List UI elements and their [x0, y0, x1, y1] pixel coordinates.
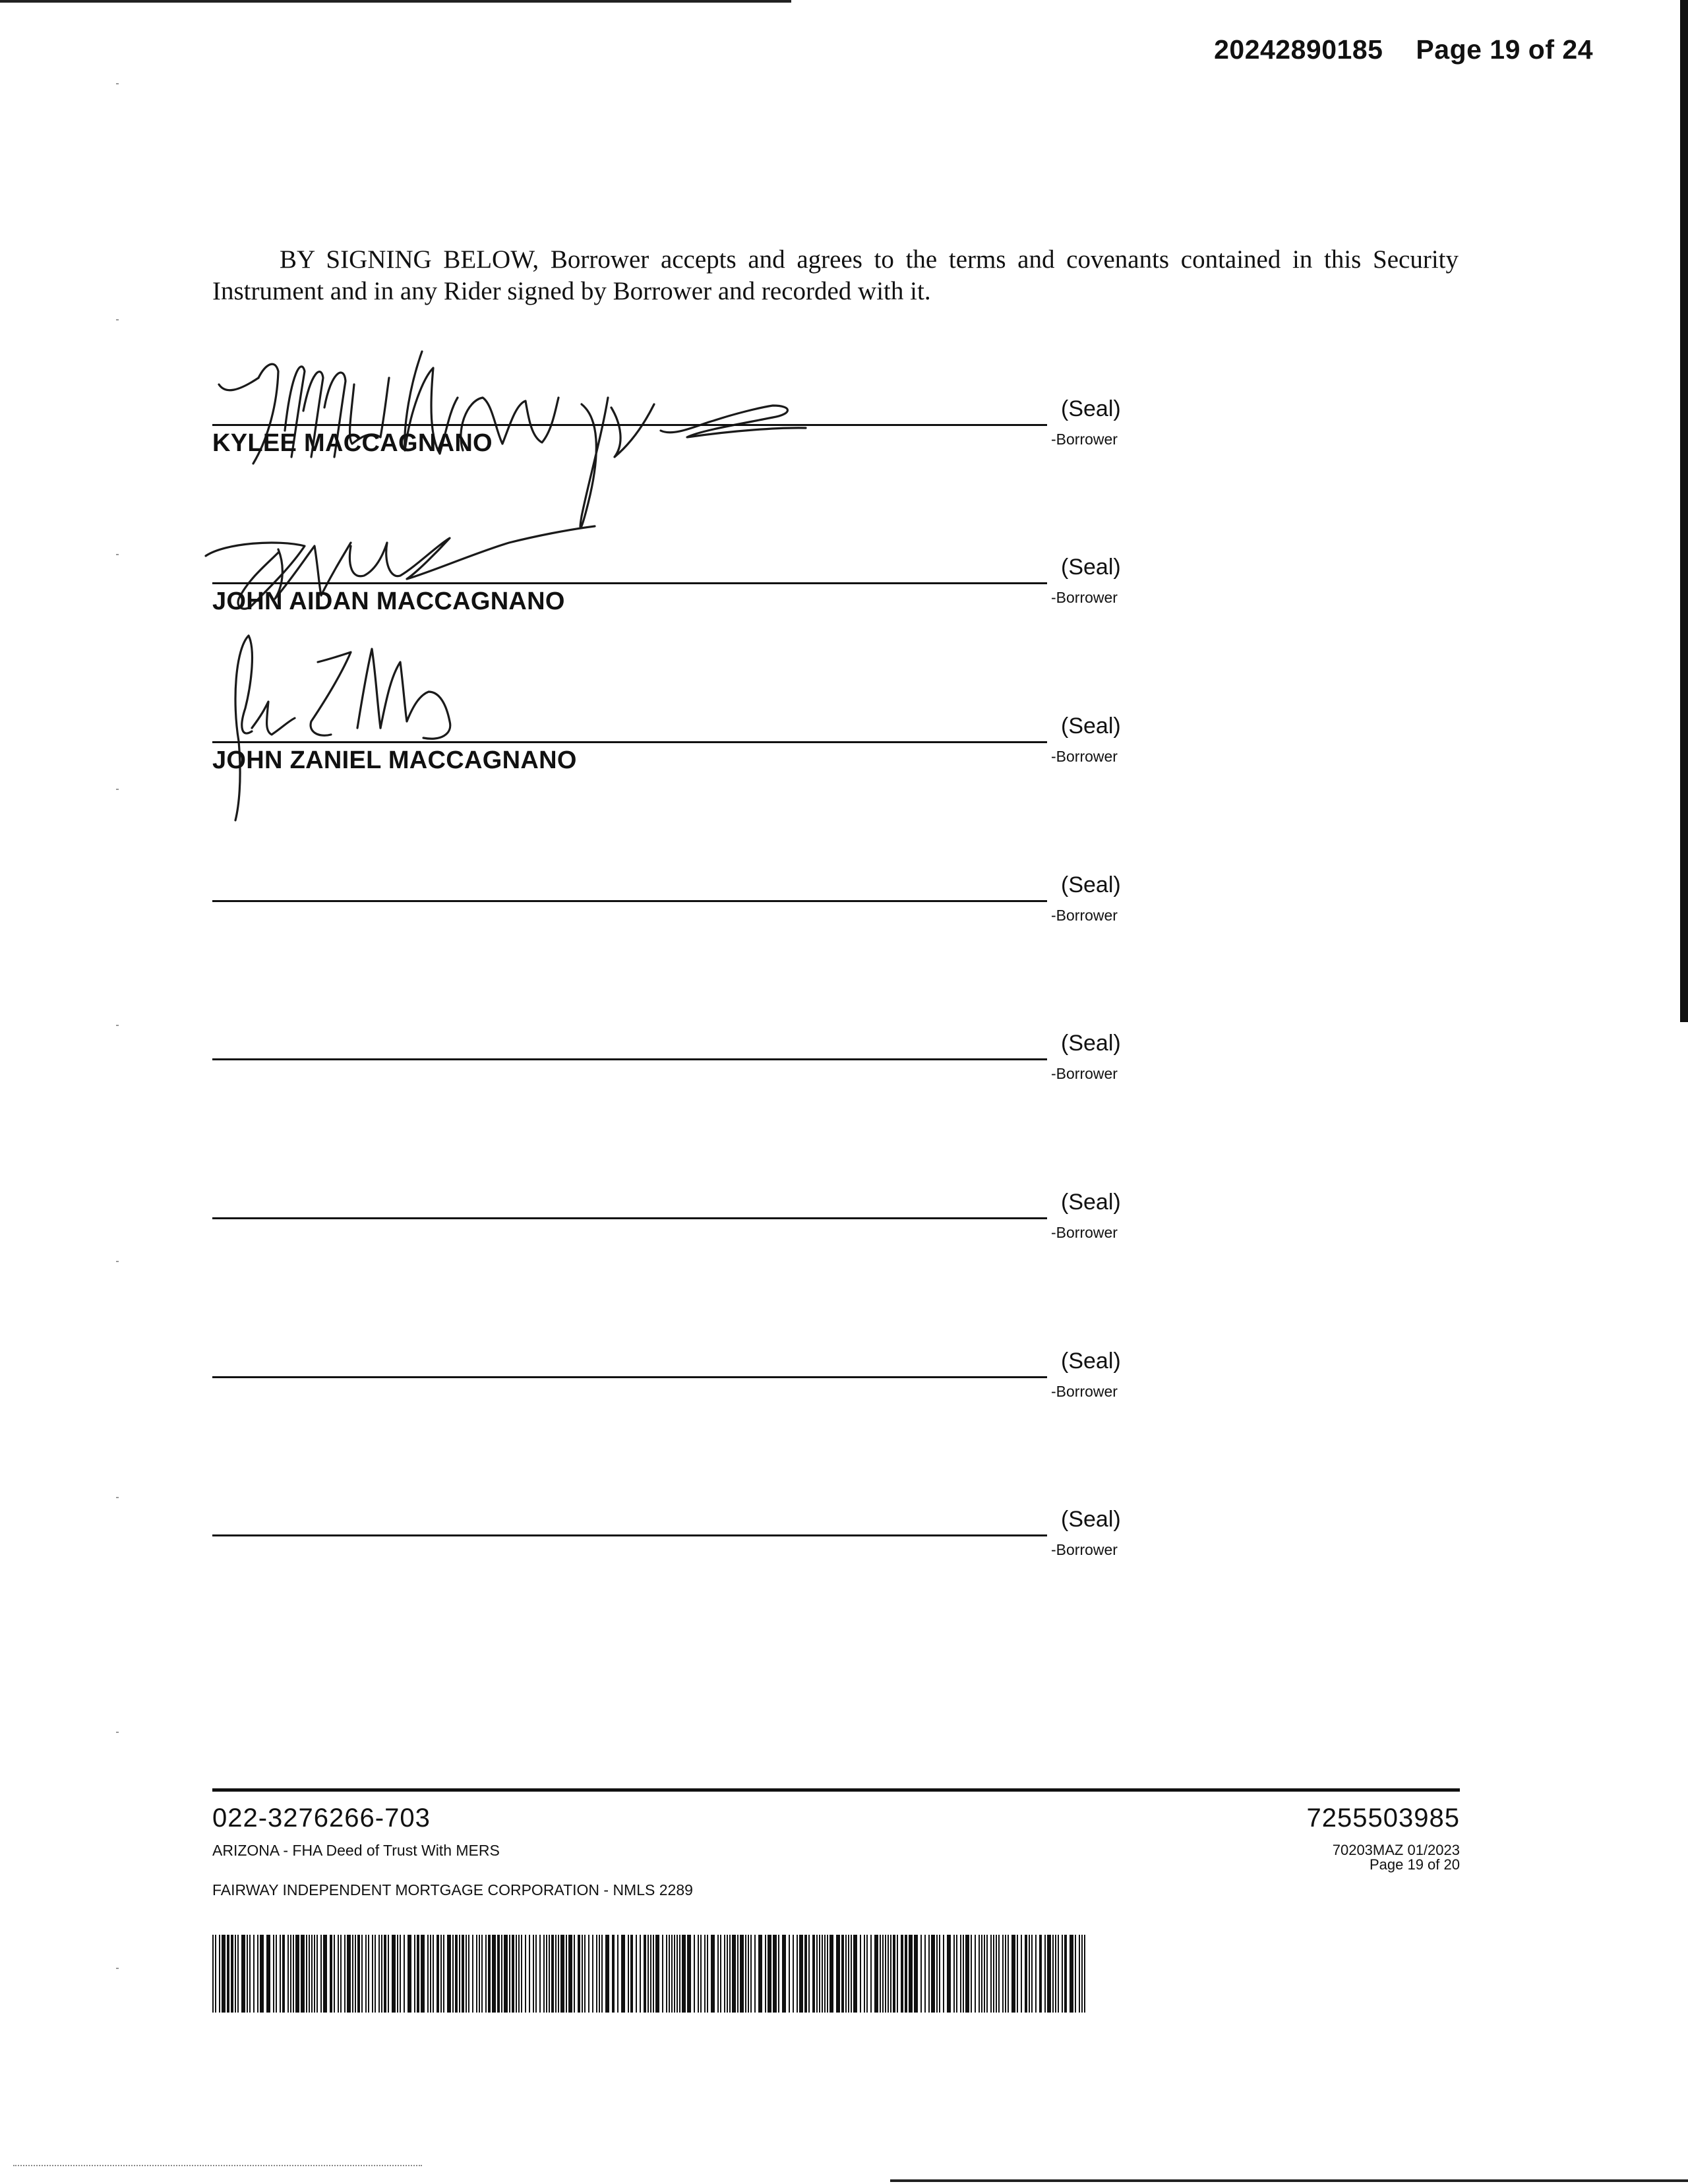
scan-edge-bottom-dots — [13, 2165, 422, 2166]
barcode-bar — [1035, 1935, 1037, 2013]
barcode-bar — [400, 1935, 401, 2013]
barcode-bar — [897, 1935, 898, 2013]
barcode-bar — [750, 1935, 752, 2013]
barcode-bar — [829, 1935, 833, 2013]
barcode-bar — [247, 1935, 248, 2013]
signature-line — [212, 582, 1047, 584]
barcode-bar — [682, 1935, 686, 2013]
barcode-bar — [560, 1935, 564, 2013]
barcode-bar — [1058, 1935, 1059, 2013]
barcode-bar — [799, 1935, 803, 2013]
barcode-bar — [241, 1935, 245, 2013]
barcode-bar — [280, 1935, 281, 2013]
barcode-bar — [334, 1935, 335, 2013]
barcode-bar — [468, 1935, 469, 2013]
barcode-bar — [707, 1935, 708, 2013]
barcode-bar — [455, 1935, 458, 2013]
barcode-bar — [539, 1935, 541, 2013]
barcode-bar — [694, 1935, 695, 2013]
barcode-bar — [227, 1935, 229, 2013]
seal-label: (Seal) — [1061, 1349, 1121, 1374]
barcode-bar — [512, 1935, 514, 2013]
barcode-bar — [724, 1935, 725, 2013]
barcode-bar — [488, 1935, 491, 2013]
barcode-bar — [452, 1935, 454, 2013]
barcode-bar — [1017, 1935, 1018, 2013]
barcode-bar — [311, 1935, 313, 2013]
barcode-bar — [939, 1935, 940, 2013]
barcode-bar — [621, 1935, 625, 2013]
barcode-bar — [485, 1935, 487, 2013]
barcode-bar — [516, 1935, 517, 2013]
barcode-bar — [765, 1935, 766, 2013]
barcode-bar — [546, 1935, 547, 2013]
barcode-bar — [568, 1935, 572, 2013]
margin-tick — [116, 1025, 119, 1026]
barcode-bar — [596, 1935, 597, 2013]
barcode-bar — [963, 1935, 964, 2013]
barcode-bar — [599, 1935, 600, 2013]
barcode-bar — [655, 1935, 659, 2013]
barcode-bar — [901, 1935, 903, 2013]
borrower-label: -Borrower — [1051, 1383, 1118, 1400]
barcode-bar — [679, 1935, 680, 2013]
form-page: Page 19 of 20 — [1369, 1856, 1460, 1873]
barcode-bar — [720, 1935, 721, 2013]
barcode-bar — [737, 1935, 738, 2013]
barcode-bar — [778, 1935, 779, 2013]
barcode-bar — [698, 1935, 699, 2013]
barcode-bar — [740, 1935, 744, 2013]
barcode-bar — [893, 1935, 895, 2013]
barcode-bar — [993, 1935, 994, 2013]
handwritten-signature — [212, 332, 819, 497]
signature-line — [212, 1534, 1047, 1536]
barcode-bar — [459, 1935, 460, 2013]
recording-header — [1214, 34, 1593, 65]
barcode-bar — [816, 1935, 818, 2013]
barcode-bar — [301, 1935, 305, 2013]
barcode-bar — [558, 1935, 559, 2013]
seal-label: (Seal) — [1061, 872, 1121, 897]
barcode-bar — [793, 1935, 794, 2013]
barcode-bar — [841, 1935, 844, 2013]
barcode-bar — [797, 1935, 798, 2013]
barcode-bar — [677, 1935, 678, 2013]
barcode-bar — [956, 1935, 957, 2013]
barcode-bar — [782, 1935, 786, 2013]
barcode-bar — [1008, 1935, 1009, 2013]
barcode-bar — [1044, 1935, 1046, 2013]
barcode-bar — [1005, 1935, 1006, 2013]
signature-block — [212, 396, 1122, 497]
document-number: 20242890185 — [1214, 34, 1383, 65]
barcode-bar — [636, 1935, 637, 2013]
barcode-bar — [375, 1935, 376, 2013]
barcode-bar — [574, 1935, 575, 2013]
seal-label: (Seal) — [1061, 396, 1121, 421]
barcode-bar — [648, 1935, 649, 2013]
signer-name: JOHN ZANIEL MACCAGNANO — [212, 746, 577, 774]
barcode-bar — [397, 1935, 398, 2013]
barcode-bar — [417, 1935, 419, 2013]
barcode-bar — [282, 1935, 285, 2013]
barcode-bar — [848, 1935, 849, 2013]
scan-edge-bottom — [890, 2179, 1688, 2182]
barcode-bar — [437, 1935, 439, 2013]
barcode-bar — [928, 1935, 930, 2013]
barcode-bar — [501, 1935, 502, 2013]
barcode-bar — [1011, 1935, 1015, 2013]
signature-block — [212, 1349, 1122, 1449]
barcode-bar — [674, 1935, 675, 2013]
barcode-bar — [231, 1935, 233, 2013]
signature-block — [212, 1190, 1122, 1290]
barcode-bar — [323, 1935, 327, 2013]
case-number: 7255503985 — [1306, 1804, 1460, 1833]
barcode-image — [212, 1935, 1089, 2013]
barcode-bar — [880, 1935, 881, 2013]
barcode-bar — [215, 1935, 216, 2013]
barcode-bar — [287, 1935, 289, 2013]
barcode-bar — [700, 1935, 702, 2013]
barcode-bar — [773, 1935, 777, 2013]
barcode-bar — [479, 1935, 480, 2013]
barcode-bar — [666, 1935, 667, 2013]
barcode-bar — [555, 1935, 557, 2013]
barcode-bar — [314, 1935, 315, 2013]
barcode-bar — [1062, 1935, 1063, 2013]
barcode-bar — [295, 1935, 299, 2013]
barcode-bar — [347, 1935, 351, 2013]
signature-block — [212, 1031, 1122, 1131]
barcode-bar — [504, 1935, 508, 2013]
barcode-bar — [472, 1935, 473, 2013]
barcode-bar — [984, 1935, 985, 2013]
barcode-bar — [885, 1935, 886, 2013]
loan-number: 022-3276266-703 — [212, 1804, 431, 1833]
barcode-bar — [1047, 1935, 1051, 2013]
barcode-bar — [914, 1935, 918, 2013]
barcode-bar — [860, 1935, 861, 2013]
barcode-bar — [640, 1935, 641, 2013]
barcode-bar — [447, 1935, 451, 2013]
barcode-bar — [947, 1935, 951, 2013]
barcode-bar — [249, 1935, 251, 2013]
borrower-label: -Borrower — [1051, 431, 1118, 448]
barcode-bar — [309, 1935, 310, 2013]
barcode-bar — [727, 1935, 728, 2013]
barcode-bar — [669, 1935, 670, 2013]
barcode-bar — [965, 1935, 969, 2013]
barcode-bar — [650, 1935, 651, 2013]
margin-tick — [116, 1497, 119, 1498]
barcode-bar — [365, 1935, 367, 2013]
barcode-bar — [509, 1935, 510, 2013]
scan-edge-top — [0, 0, 791, 3]
barcode-bar — [592, 1935, 593, 2013]
barcode-bar — [276, 1935, 277, 2013]
barcode-bar — [237, 1935, 239, 2013]
barcode-bar — [717, 1935, 719, 2013]
borrower-label: -Borrower — [1051, 907, 1118, 924]
barcode-bar — [543, 1935, 545, 2013]
barcode-bar — [953, 1935, 955, 2013]
barcode-bar — [853, 1935, 857, 2013]
barcode-bar — [819, 1935, 820, 2013]
barcode-bar — [909, 1935, 913, 2013]
barcode-bar — [729, 1935, 731, 2013]
signature-block — [212, 872, 1122, 973]
barcode-bar — [1064, 1935, 1067, 2013]
barcode-bar — [219, 1935, 220, 2013]
barcode-bar — [617, 1935, 618, 2013]
barcode-bar — [497, 1935, 500, 2013]
barcode-bar — [330, 1935, 332, 2013]
barcode-bar — [605, 1935, 609, 2013]
barcode-bar — [748, 1935, 749, 2013]
barcode-bar — [754, 1935, 756, 2013]
barcode-bar — [1039, 1935, 1042, 2013]
barcode-bar — [960, 1935, 961, 2013]
barcode-bar — [998, 1935, 1000, 2013]
barcode-bar — [338, 1935, 339, 2013]
form-code-block — [1333, 1843, 1460, 1872]
signer-name: KYLEE MACCAGNANO — [212, 429, 493, 457]
borrower-label: -Borrower — [1051, 748, 1118, 765]
barcode-bar — [381, 1935, 382, 2013]
barcode-bar — [492, 1935, 496, 2013]
barcode-bar — [378, 1935, 380, 2013]
barcode-bar — [924, 1935, 926, 2013]
scan-edge-right — [1680, 0, 1688, 1022]
barcode-bar — [368, 1935, 369, 2013]
barcode-bar — [890, 1935, 891, 2013]
barcode-bar — [882, 1935, 884, 2013]
barcode-bar — [357, 1935, 360, 2013]
barcode-bar — [440, 1935, 442, 2013]
barcode-bar — [758, 1935, 762, 2013]
barcode-bar — [476, 1935, 477, 2013]
barcode-bar — [1021, 1935, 1022, 2013]
barcode-bar — [704, 1935, 706, 2013]
barcode-bar — [293, 1935, 294, 2013]
barcode-bar — [222, 1935, 226, 2013]
barcode-bar — [1081, 1935, 1083, 2013]
barcode-bar — [943, 1935, 944, 2013]
barcode-bar — [481, 1935, 483, 2013]
barcode-bar — [768, 1935, 771, 2013]
barcode-bar — [433, 1935, 434, 2013]
borrower-label: -Borrower — [1051, 1541, 1118, 1558]
barcode-bar — [525, 1935, 526, 2013]
barcode-bar — [732, 1935, 736, 2013]
barcode-bar — [578, 1935, 580, 2013]
margin-tick — [116, 1968, 119, 1969]
barcode-bar — [888, 1935, 889, 2013]
barcode-bar — [235, 1935, 236, 2013]
barcode-bar — [822, 1935, 823, 2013]
barcode-bar — [687, 1935, 691, 2013]
seal-label: (Seal) — [1061, 713, 1121, 739]
signature-line — [212, 424, 1047, 426]
barcode-bar — [824, 1935, 826, 2013]
barcode-bar — [306, 1935, 307, 2013]
barcode-bar — [344, 1935, 346, 2013]
barcode-bar — [789, 1935, 790, 2013]
barcode-bar — [1029, 1935, 1030, 2013]
barcode-bar — [671, 1935, 673, 2013]
barcode-bar — [1075, 1935, 1076, 2013]
barcode-bar — [212, 1935, 214, 2013]
barcode-bar — [827, 1935, 828, 2013]
lender-name: FAIRWAY INDEPENDENT MORTGAGE CORPORATION - NMLS 2289 — [212, 1881, 693, 1898]
barcode-bar — [404, 1935, 405, 2013]
barcode-bar — [257, 1935, 258, 2013]
barcode-bar — [1031, 1935, 1033, 2013]
barcode-bar — [612, 1935, 615, 2013]
barcode-bar — [979, 1935, 980, 2013]
barcode-bar — [355, 1935, 356, 2013]
barcode-bar — [1070, 1935, 1073, 2013]
seal-label: (Seal) — [1061, 555, 1121, 580]
margin-tick — [116, 789, 119, 790]
barcode-bar — [920, 1935, 922, 2013]
barcode-bar — [936, 1935, 938, 2013]
barcode-bar — [388, 1935, 389, 2013]
barcode-bar — [584, 1935, 586, 2013]
signature-line — [212, 900, 1047, 902]
barcode-bar — [986, 1935, 988, 2013]
barcode-bar — [1002, 1935, 1004, 2013]
barcode-bar — [628, 1935, 629, 2013]
signature-line — [212, 741, 1047, 743]
barcode-bar — [443, 1935, 444, 2013]
barcode-bar — [812, 1935, 815, 2013]
barcode-bar — [711, 1935, 715, 2013]
barcode-bar — [601, 1935, 603, 2013]
signature-line — [212, 1376, 1047, 1378]
barcode-bar — [662, 1935, 663, 2013]
margin-tick — [116, 319, 119, 320]
borrower-label: -Borrower — [1051, 1224, 1118, 1241]
barcode-bar — [535, 1935, 537, 2013]
barcode-bar — [1025, 1935, 1027, 2013]
barcode-bar — [874, 1935, 878, 2013]
margin-tick — [116, 1732, 119, 1733]
recording-page-label: Page 19 of 24 — [1416, 34, 1593, 65]
form-title: ARIZONA - FHA Deed of Trust With MERS — [212, 1842, 500, 1859]
seal-label: (Seal) — [1061, 1507, 1121, 1532]
barcode-bar — [588, 1935, 589, 2013]
barcode-bar — [971, 1935, 972, 2013]
barcode-bar — [384, 1935, 386, 2013]
barcode-bar — [1084, 1935, 1085, 2013]
barcode-bar — [644, 1935, 646, 2013]
barcode-bar — [361, 1935, 363, 2013]
barcode-bar — [996, 1935, 997, 2013]
signature-line — [212, 1058, 1047, 1060]
seal-label: (Seal) — [1061, 1190, 1121, 1215]
signature-block — [212, 1507, 1122, 1607]
barcode-bar — [340, 1935, 342, 2013]
barcode-bar — [1079, 1935, 1080, 2013]
barcode-bar — [427, 1935, 429, 2013]
barcode-bar — [430, 1935, 431, 2013]
barcode-bar — [582, 1935, 583, 2013]
barcode-bar — [836, 1935, 840, 2013]
barcode-bar — [1052, 1935, 1054, 2013]
barcode-bar — [414, 1935, 415, 2013]
barcode-bar — [745, 1935, 746, 2013]
signature-block — [212, 713, 1122, 814]
margin-tick — [116, 1261, 119, 1262]
barcode-bar — [975, 1935, 976, 2013]
seal-label: (Seal) — [1061, 1031, 1121, 1056]
margin-tick — [116, 83, 119, 84]
barcode-bar — [466, 1935, 467, 2013]
barcode-bar — [529, 1935, 530, 2013]
barcode-bar — [845, 1935, 847, 2013]
barcode-bar — [290, 1935, 291, 2013]
signature-line — [212, 1217, 1047, 1219]
barcode-bar — [421, 1935, 425, 2013]
barcode-bar — [566, 1935, 567, 2013]
barcode-bar — [253, 1935, 255, 2013]
barcode-bar — [630, 1935, 633, 2013]
borrower-label: -Borrower — [1051, 589, 1118, 606]
barcode-bar — [316, 1935, 318, 2013]
barcode-bar — [407, 1935, 411, 2013]
barcode-bar — [864, 1935, 865, 2013]
barcode-bar — [905, 1935, 907, 2013]
barcode-bar — [392, 1935, 396, 2013]
barcode-bar — [851, 1935, 852, 2013]
barcode-bar — [870, 1935, 872, 2013]
signing-statement: BY SIGNING BELOW, Borrower accepts and agrees to the terms and covenants contained in this Security Instrument and in any Rider signed by Borrower and recorded with it. — [212, 245, 1459, 305]
barcode-bar — [804, 1935, 807, 2013]
barcode-bar — [518, 1935, 520, 2013]
barcode-bar — [372, 1935, 373, 2013]
barcode-bar — [462, 1935, 464, 2013]
barcode-bar — [866, 1935, 868, 2013]
handwritten-signature — [219, 622, 522, 820]
barcode-bar — [521, 1935, 522, 2013]
borrower-label: -Borrower — [1051, 1065, 1118, 1082]
margin-tick — [116, 554, 119, 555]
barcode-bar — [266, 1935, 270, 2013]
barcode-bar — [551, 1935, 554, 2013]
signer-name: JOHN AIDAN MACCAGNANO — [212, 588, 565, 615]
barcode-bar — [1055, 1935, 1056, 2013]
barcode-bar — [653, 1935, 654, 2013]
barcode-bar — [260, 1935, 264, 2013]
barcode-bar — [931, 1935, 935, 2013]
barcode-bar — [549, 1935, 550, 2013]
barcode-bar — [533, 1935, 534, 2013]
barcode-bar — [273, 1935, 274, 2013]
barcode-bar — [352, 1935, 353, 2013]
barcode-bar — [808, 1935, 810, 2013]
barcode-bar — [990, 1935, 992, 2013]
footer-rule — [212, 1788, 1460, 1792]
barcode-bar — [320, 1935, 322, 2013]
barcode-bar — [981, 1935, 982, 2013]
form-code: 70203MAZ 01/2023 — [1332, 1842, 1460, 1858]
